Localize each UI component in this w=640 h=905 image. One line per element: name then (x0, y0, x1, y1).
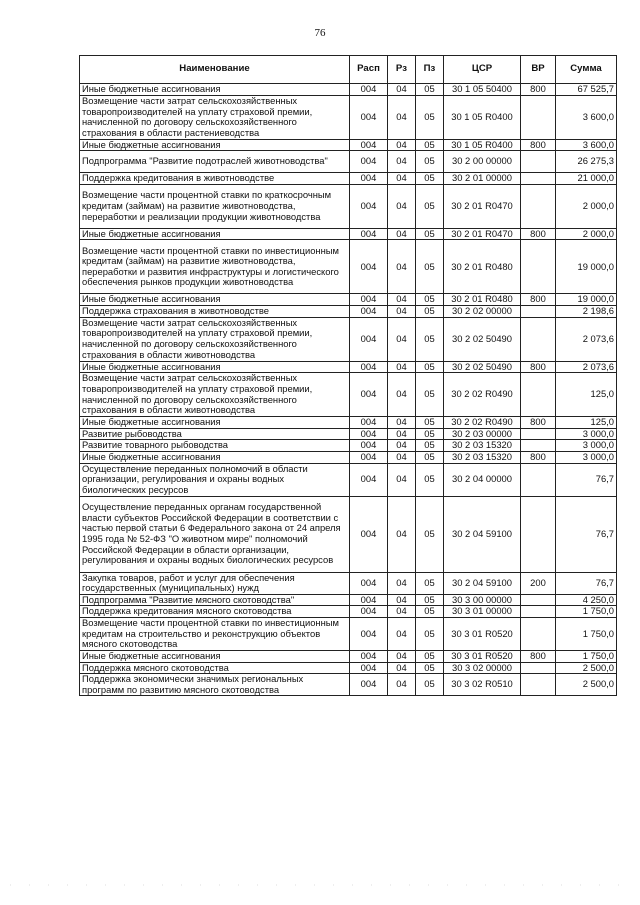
cell-sum: 1 750,0 (556, 617, 617, 650)
table-row (80, 572, 617, 594)
cell-pz: 05 (416, 417, 444, 429)
cell-rz: 04 (388, 662, 416, 674)
cell-csr: 30 2 01 R0470 (444, 184, 521, 228)
table-header-row (80, 56, 617, 84)
cell-sum: 3 000,0 (556, 440, 617, 452)
cell-name: Поддержка кредитования мясного скотоводства (80, 606, 350, 618)
cell-rz: 04 (388, 240, 416, 294)
cell-rz: 04 (388, 228, 416, 240)
cell-name: Иные бюджетные ассигнования (80, 84, 350, 96)
cell-name: Возмещение части затрат сельскохозяйственных товаропроизводителей на уплату страховой премии, начисленной по договору сельскохозяйственного страхования в области животноводства (80, 317, 350, 361)
cell-vr (521, 496, 556, 572)
cell-sum: 2 500,0 (556, 662, 617, 674)
cell-pz: 05 (416, 240, 444, 294)
cell-sum: 76,7 (556, 572, 617, 594)
cell-vr (521, 617, 556, 650)
cell-sum: 2 073,6 (556, 361, 617, 373)
cell-vr (521, 606, 556, 618)
cell-pz: 05 (416, 361, 444, 373)
cell-name: Осуществление переданных органам государственной власти субъектов Российской Федерации в соответствии с частью первой статьи 6 Федерального закона от 24 апреля 1995 года № 52-ФЗ "О животном мире" полномочий Российской Федерации в области организации, регулирования и охраны водных биологических ресурсов (80, 496, 350, 572)
cell-name: Поддержка кредитования в животноводстве (80, 173, 350, 185)
cell-rz: 04 (388, 496, 416, 572)
cell-vr: 800 (521, 294, 556, 306)
cell-rasp: 004 (350, 294, 388, 306)
cell-pz: 05 (416, 228, 444, 240)
cell-name: Развитие товарного рыбоводства (80, 440, 350, 452)
cell-sum: 2 073,6 (556, 317, 617, 361)
cell-csr: 30 2 00 00000 (444, 151, 521, 173)
cell-pz: 05 (416, 496, 444, 572)
cell-name: Иные бюджетные ассигнования (80, 417, 350, 429)
cell-pz: 05 (416, 373, 444, 417)
cell-csr: 30 3 01 R0520 (444, 617, 521, 650)
cell-pz: 05 (416, 95, 444, 139)
cell-name: Иные бюджетные ассигнования (80, 650, 350, 662)
table-row (80, 184, 617, 228)
cell-rasp: 004 (350, 151, 388, 173)
cell-csr: 30 2 03 15320 (444, 451, 521, 463)
cell-pz: 05 (416, 606, 444, 618)
cell-csr: 30 2 02 50490 (444, 361, 521, 373)
cell-rz: 04 (388, 617, 416, 650)
header-sum: Сумма (556, 56, 617, 84)
cell-rz: 04 (388, 361, 416, 373)
cell-csr: 30 2 01 00000 (444, 173, 521, 185)
cell-vr (521, 317, 556, 361)
cell-csr: 30 2 04 59100 (444, 572, 521, 594)
cell-sum: 3 600,0 (556, 95, 617, 139)
cell-vr (521, 151, 556, 173)
cell-rz: 04 (388, 305, 416, 317)
cell-sum: 2 198,6 (556, 305, 617, 317)
cell-vr: 800 (521, 228, 556, 240)
header-pz: Пз (416, 56, 444, 84)
table-row (80, 674, 617, 696)
table-row (80, 606, 617, 618)
page-number: 76 (314, 27, 326, 39)
cell-csr: 30 2 01 R0480 (444, 294, 521, 306)
cell-csr: 30 2 04 59100 (444, 496, 521, 572)
cell-rasp: 004 (350, 440, 388, 452)
table-row (80, 451, 617, 463)
cell-rasp: 004 (350, 451, 388, 463)
cell-rasp: 004 (350, 173, 388, 185)
cell-csr: 30 3 02 R0510 (444, 674, 521, 696)
cell-pz: 05 (416, 428, 444, 440)
cell-rz: 04 (388, 417, 416, 429)
cell-name: Иные бюджетные ассигнования (80, 228, 350, 240)
cell-sum: 3 600,0 (556, 139, 617, 151)
cell-rz: 04 (388, 95, 416, 139)
cell-rz: 04 (388, 451, 416, 463)
cell-pz: 05 (416, 572, 444, 594)
cell-name: Поддержка страхования в животноводстве (80, 305, 350, 317)
cell-rasp: 004 (350, 95, 388, 139)
cell-csr: 30 2 04 00000 (444, 463, 521, 496)
cell-rz: 04 (388, 173, 416, 185)
cell-rasp: 004 (350, 496, 388, 572)
cell-csr: 30 2 02 R0490 (444, 373, 521, 417)
cell-sum: 26 275,3 (556, 151, 617, 173)
cell-vr: 800 (521, 417, 556, 429)
cell-rz: 04 (388, 440, 416, 452)
cell-pz: 05 (416, 463, 444, 496)
cell-rz: 04 (388, 428, 416, 440)
cell-csr: 30 1 05 R0400 (444, 95, 521, 139)
cell-pz: 05 (416, 317, 444, 361)
cell-csr: 30 3 02 00000 (444, 662, 521, 674)
table-row (80, 496, 617, 572)
cell-sum: 4 250,0 (556, 594, 617, 606)
table-row (80, 139, 617, 151)
cell-name: Подпрограмма "Развитие подотраслей животноводства" (80, 151, 350, 173)
cell-name: Возмещение части затрат сельскохозяйственных товаропроизводителей на уплату страховой премии, начисленной по договору сельскохозяйственного страхования в области растениеводства (80, 95, 350, 139)
cell-csr: 30 1 05 R0400 (444, 139, 521, 151)
cell-pz: 05 (416, 184, 444, 228)
header-rasp: Расп (350, 56, 388, 84)
cell-name: Поддержка экономически значимых региональных программ по развитию мясного скотоводства (80, 674, 350, 696)
cell-rasp: 004 (350, 428, 388, 440)
budget-table (79, 55, 617, 696)
cell-sum: 3 000,0 (556, 451, 617, 463)
cell-pz: 05 (416, 662, 444, 674)
cell-sum: 3 000,0 (556, 428, 617, 440)
cell-csr: 30 2 01 R0480 (444, 240, 521, 294)
cell-pz: 05 (416, 617, 444, 650)
cell-sum: 125,0 (556, 373, 617, 417)
cell-vr: 800 (521, 650, 556, 662)
cell-rasp: 004 (350, 240, 388, 294)
cell-rasp: 004 (350, 662, 388, 674)
cell-name: Иные бюджетные ассигнования (80, 451, 350, 463)
cell-sum: 2 000,0 (556, 228, 617, 240)
cell-vr: 200 (521, 572, 556, 594)
cell-csr: 30 2 03 15320 (444, 440, 521, 452)
table-row (80, 662, 617, 674)
cell-name: Возмещение части процентной ставки по инвестиционным кредитам на строительство и реконструкцию объектов мясного скотоводства (80, 617, 350, 650)
cell-csr: 30 2 03 00000 (444, 428, 521, 440)
cell-pz: 05 (416, 594, 444, 606)
cell-csr: 30 1 05 50400 (444, 84, 521, 96)
cell-rz: 04 (388, 294, 416, 306)
cell-vr (521, 674, 556, 696)
cell-vr (521, 428, 556, 440)
cell-sum: 2 000,0 (556, 184, 617, 228)
cell-sum: 21 000,0 (556, 173, 617, 185)
cell-rasp: 004 (350, 650, 388, 662)
table-row (80, 440, 617, 452)
cell-rasp: 004 (350, 463, 388, 496)
cell-pz: 05 (416, 139, 444, 151)
cell-name: Подпрограмма "Развитие мясного скотоводства" (80, 594, 350, 606)
cell-vr: 800 (521, 361, 556, 373)
table-row (80, 151, 617, 173)
cell-rasp: 004 (350, 674, 388, 696)
cell-rz: 04 (388, 606, 416, 618)
cell-rz: 04 (388, 139, 416, 151)
cell-rasp: 004 (350, 373, 388, 417)
cell-sum: 1 750,0 (556, 606, 617, 618)
table-row (80, 361, 617, 373)
cell-pz: 05 (416, 451, 444, 463)
cell-rasp: 004 (350, 228, 388, 240)
cell-pz: 05 (416, 151, 444, 173)
cell-rz: 04 (388, 594, 416, 606)
cell-rz: 04 (388, 84, 416, 96)
cell-rz: 04 (388, 184, 416, 228)
table-row (80, 317, 617, 361)
cell-pz: 05 (416, 305, 444, 317)
cell-csr: 30 2 02 50490 (444, 317, 521, 361)
cell-sum: 76,7 (556, 463, 617, 496)
cell-name: Иные бюджетные ассигнования (80, 361, 350, 373)
cell-csr: 30 3 00 00000 (444, 594, 521, 606)
cell-vr (521, 373, 556, 417)
cell-rasp: 004 (350, 84, 388, 96)
cell-rz: 04 (388, 463, 416, 496)
cell-csr: 30 2 02 R0490 (444, 417, 521, 429)
table-body (80, 84, 617, 696)
header-vr: ВР (521, 56, 556, 84)
table-row (80, 294, 617, 306)
cell-name: Иные бюджетные ассигнования (80, 139, 350, 151)
cell-sum: 67 525,7 (556, 84, 617, 96)
table-row (80, 84, 617, 96)
table-row (80, 305, 617, 317)
table-row (80, 594, 617, 606)
cell-name: Иные бюджетные ассигнования (80, 294, 350, 306)
cell-rasp: 004 (350, 184, 388, 228)
cell-rz: 04 (388, 674, 416, 696)
cell-vr (521, 662, 556, 674)
cell-vr: 800 (521, 139, 556, 151)
table-row (80, 228, 617, 240)
cell-name: Осуществление переданных полномочий в области организации, регулирования и охраны водных биологических ресурсов (80, 463, 350, 496)
cell-rasp: 004 (350, 305, 388, 317)
cell-pz: 05 (416, 173, 444, 185)
cell-pz: 05 (416, 674, 444, 696)
cell-rz: 04 (388, 572, 416, 594)
cell-vr (521, 463, 556, 496)
cell-vr: 800 (521, 451, 556, 463)
table-row (80, 463, 617, 496)
cell-rasp: 004 (350, 417, 388, 429)
cell-name: Поддержка мясного скотоводства (80, 662, 350, 674)
cell-rasp: 004 (350, 594, 388, 606)
cell-csr: 30 3 01 00000 (444, 606, 521, 618)
header-csr: ЦСР (444, 56, 521, 84)
cell-rz: 04 (388, 317, 416, 361)
header-name: Наименование (80, 56, 350, 84)
cell-pz: 05 (416, 440, 444, 452)
cell-sum: 19 000,0 (556, 294, 617, 306)
cell-rz: 04 (388, 151, 416, 173)
cell-vr (521, 305, 556, 317)
cell-sum: 76,7 (556, 496, 617, 572)
cell-name: Закупка товаров, работ и услуг для обеспечения государственных (муниципальных) нужд (80, 572, 350, 594)
cell-sum: 1 750,0 (556, 650, 617, 662)
cell-sum: 125,0 (556, 417, 617, 429)
header-rz: Рз (388, 56, 416, 84)
cell-rasp: 004 (350, 617, 388, 650)
cell-csr: 30 3 01 R0520 (444, 650, 521, 662)
cell-name: Возмещение части процентной ставки по краткосрочным кредитам (займам) на развитие животноводства, переработки и реализации продукции животноводства (80, 184, 350, 228)
table-row (80, 650, 617, 662)
table-row (80, 373, 617, 417)
table-row (80, 173, 617, 185)
cell-sum: 19 000,0 (556, 240, 617, 294)
table-row (80, 240, 617, 294)
cell-pz: 05 (416, 84, 444, 96)
table-row (80, 428, 617, 440)
table-row (80, 417, 617, 429)
cell-rasp: 004 (350, 361, 388, 373)
cell-pz: 05 (416, 650, 444, 662)
cell-vr (521, 173, 556, 185)
scan-artifact-dots (0, 884, 640, 886)
table-row (80, 617, 617, 650)
cell-sum: 2 500,0 (556, 674, 617, 696)
cell-vr (521, 240, 556, 294)
cell-vr (521, 594, 556, 606)
cell-rasp: 004 (350, 606, 388, 618)
table-row (80, 95, 617, 139)
cell-rasp: 004 (350, 572, 388, 594)
cell-csr: 30 2 02 00000 (444, 305, 521, 317)
cell-name: Развитие рыбоводства (80, 428, 350, 440)
cell-csr: 30 2 01 R0470 (444, 228, 521, 240)
cell-name: Возмещение части процентной ставки по инвестиционным кредитам (займам) на развитие животноводства, переработки и развития инфраструктуры и логистического обеспечения рынков продукции животноводства (80, 240, 350, 294)
cell-pz: 05 (416, 294, 444, 306)
cell-vr (521, 440, 556, 452)
cell-rasp: 004 (350, 139, 388, 151)
cell-rz: 04 (388, 373, 416, 417)
cell-rasp: 004 (350, 317, 388, 361)
cell-rz: 04 (388, 650, 416, 662)
cell-vr (521, 184, 556, 228)
cell-vr (521, 95, 556, 139)
cell-vr: 800 (521, 84, 556, 96)
cell-name: Возмещение части затрат сельскохозяйственных товаропроизводителей на уплату страховой премии, начисленной по договору сельскохозяйственного страхования в области животноводства (80, 373, 350, 417)
